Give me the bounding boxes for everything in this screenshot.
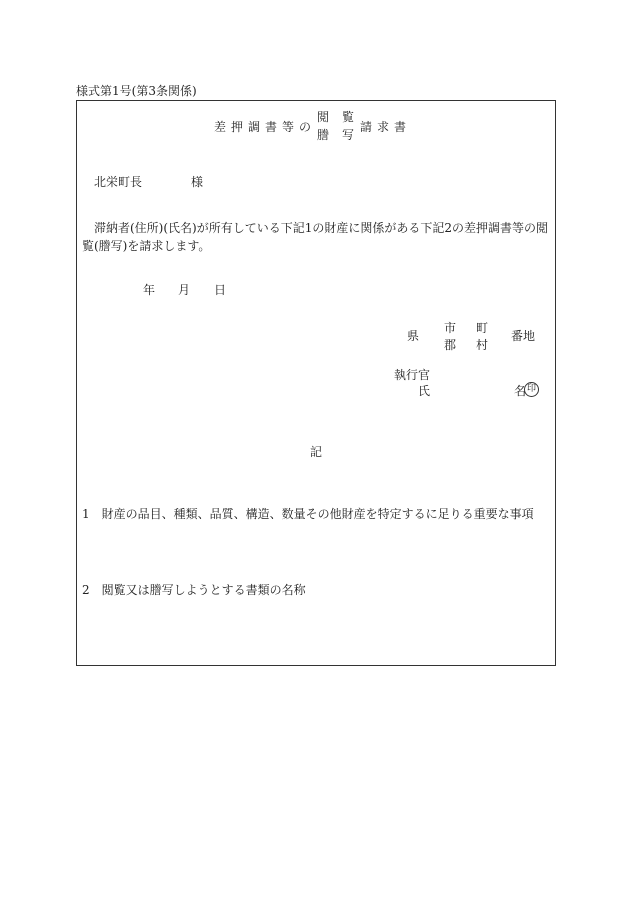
address-city-label: 市 — [444, 321, 457, 335]
address-prefecture-label: 県 — [407, 329, 420, 343]
address-village-label: 村 — [476, 338, 489, 352]
date-day-label: 日 — [214, 283, 227, 297]
address-county-label: 郡 — [444, 338, 457, 352]
name-label-first-char: 氏 — [418, 384, 431, 398]
date-year-label: 年 — [143, 283, 156, 297]
ki-heading: 記 — [310, 445, 323, 459]
item-document-name: 2 閲覧又は謄写しようとする書類の名称 — [82, 583, 306, 597]
seal-icon: 印 — [524, 382, 539, 397]
item-property-details: 1 財産の品目、種類、品質、構造、数量その他財産を特定するに足りる重要な事項 — [82, 507, 534, 521]
address-town-label: 町 — [476, 321, 489, 335]
date-month-label: 月 — [178, 283, 191, 297]
name-label-second-char: 名 — [514, 384, 527, 398]
address-banchi-label: 番地 — [511, 329, 536, 343]
title-option-copy: 謄写 — [317, 128, 368, 142]
title-suffix: 請求書 — [360, 120, 412, 134]
addressee: 北栄町長 — [94, 175, 143, 189]
honorific: 様 — [191, 175, 204, 189]
form-frame — [76, 100, 556, 666]
request-body-text: 滞納者(住所)(氏名)が所有している下記1の財産に関係がある下記2の差押調書等の閲覧(謄写)を請求します。 — [82, 221, 548, 253]
form-number-label: 様式第1号(第3条関係) — [76, 84, 197, 98]
title-option-view: 閲覧 — [317, 110, 368, 124]
officer-title: 執行官 — [394, 368, 431, 382]
title-prefix: 差押調書等の — [214, 120, 317, 134]
